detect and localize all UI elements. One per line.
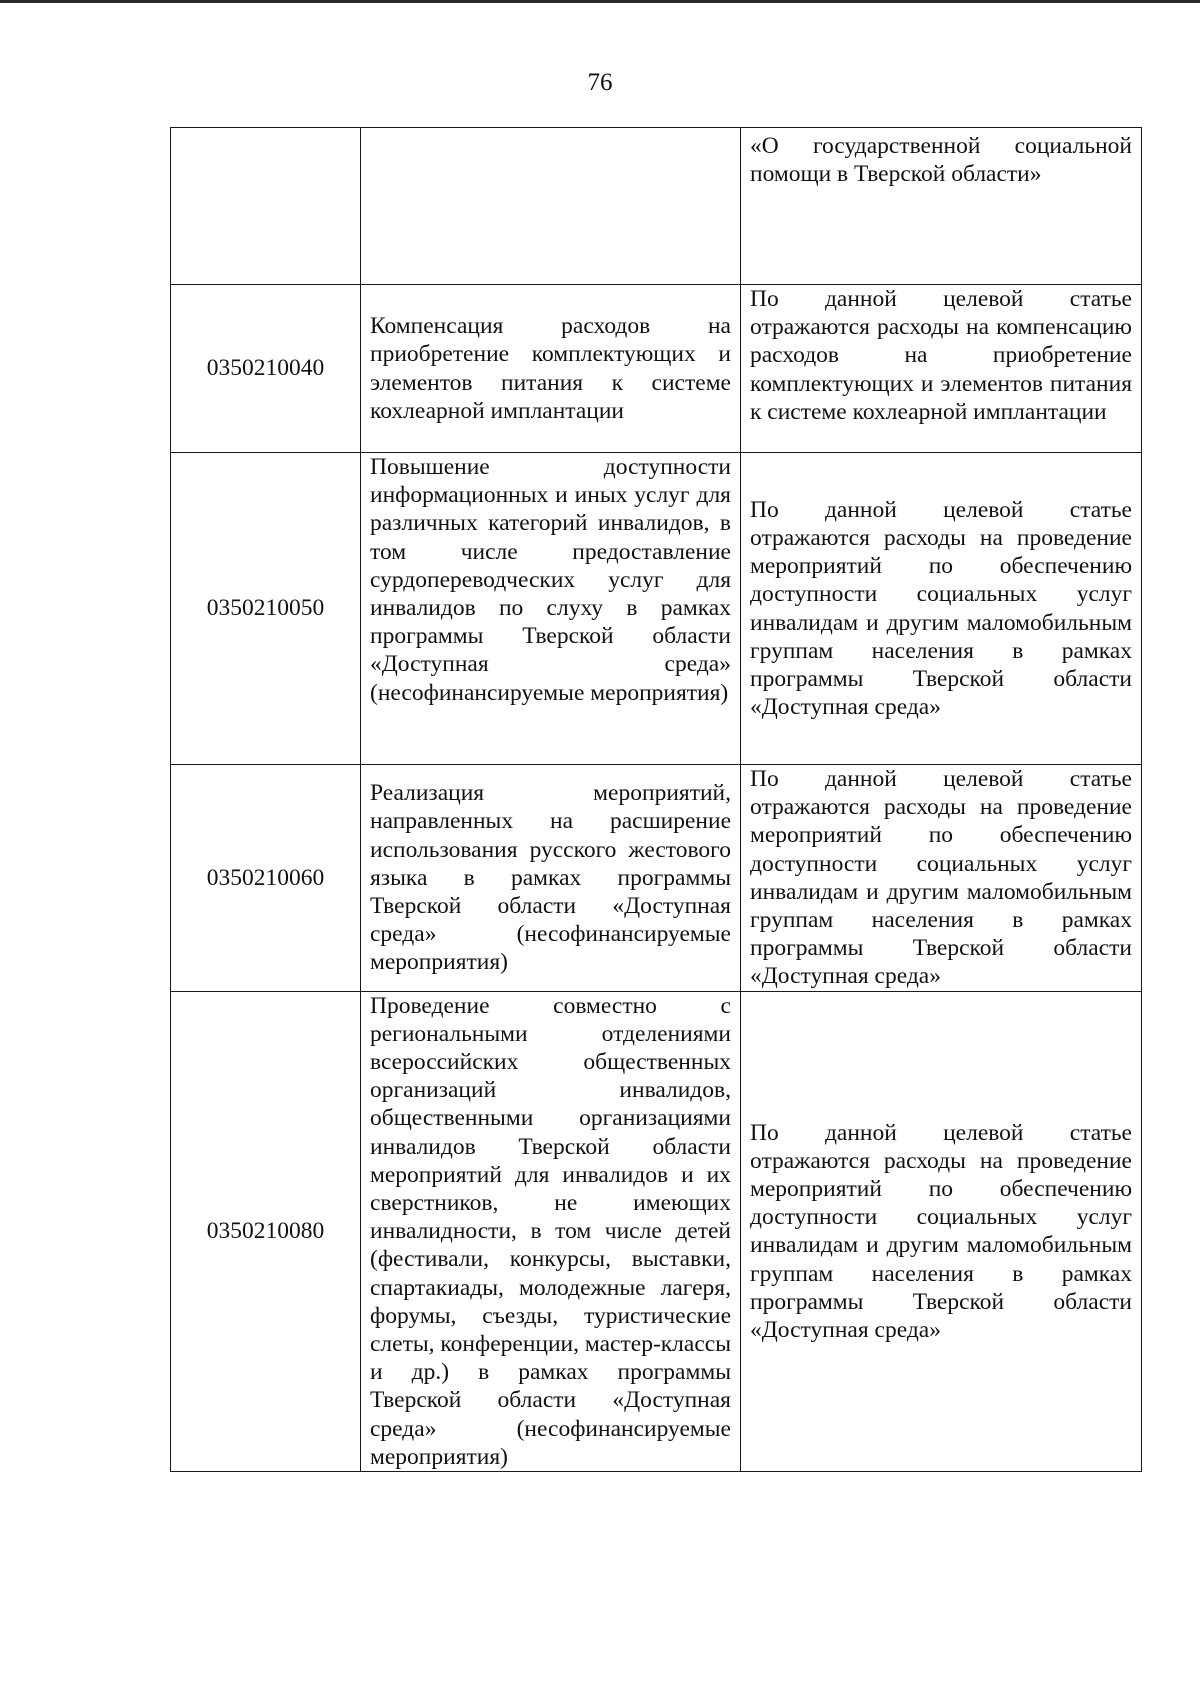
name-cell bbox=[361, 128, 741, 285]
page-number: 76 bbox=[587, 69, 613, 96]
table-row bbox=[171, 128, 1142, 285]
name-cell: Реализация мероприятий, направленных на расширение использования русского жестового языка в рамках программы Тверской области «Доступная среда» (несофинансируемые мероприятия) bbox=[361, 765, 741, 992]
table-row bbox=[171, 991, 1142, 1471]
budget-classification-table bbox=[170, 127, 1142, 1472]
top-scan-border bbox=[0, 0, 1200, 3]
description-cell: По данной целевой статье отражаются расходы на проведение мероприятий по обеспечению доступности социальных услуг инвалидам и другим маломобильным группам населения в рамках программы Тверской области «Доступная среда» bbox=[741, 991, 1142, 1471]
description-cell: По данной целевой статье отражаются расходы на компенсацию расходов на приобретение комплектующих и элементов питания к системе кохлеарной имплантации bbox=[741, 285, 1142, 453]
name-cell: Проведение совместно с региональными отделениями всероссийских общественных организаций инвалидов, общественными организациями инвалидов Тверской области мероприятий для инвалидов и их сверстников, не имеющих инвалидности, в том числе детей (фестивали, конкурсы, выставки, спартакиады, молодежные лагеря, форумы, съезды, туристические слеты, конференции, мастер-классы и др.) в рамках программы Тверской области «Доступная среда» (несофинансируемые мероприятия) bbox=[361, 991, 741, 1471]
code-cell: 0350210040 bbox=[171, 285, 361, 453]
name-cell: Повышение доступности информационных и иных услуг для различных категорий инвалидов, в том числе предоставление сурдопереводческих услуг для инвалидов по слуху в рамках программы Тверской области «Доступная среда» (несофинансируемые мероприятия) bbox=[361, 453, 741, 765]
table-row bbox=[171, 285, 1142, 453]
table-row bbox=[171, 453, 1142, 765]
name-cell: Компенсация расходов на приобретение комплектующих и элементов питания к системе кохлеарной имплантации bbox=[361, 285, 741, 453]
code-cell: 0350210050 bbox=[171, 453, 361, 765]
table-row bbox=[171, 765, 1142, 992]
description-cell: «О государственной социальной помощи в Тверской области» bbox=[741, 128, 1142, 285]
code-cell: 0350210060 bbox=[171, 765, 361, 992]
code-cell bbox=[171, 128, 361, 285]
description-cell: По данной целевой статье отражаются расходы на проведение мероприятий по обеспечению доступности социальных услуг инвалидам и другим маломобильным группам населения в рамках программы Тверской области «Доступная среда» bbox=[741, 765, 1142, 992]
description-cell: По данной целевой статье отражаются расходы на проведение мероприятий по обеспечению доступности социальных услуг инвалидам и другим маломобильным группам населения в рамках программы Тверской области «Доступная среда» bbox=[741, 453, 1142, 765]
code-cell: 0350210080 bbox=[171, 991, 361, 1471]
